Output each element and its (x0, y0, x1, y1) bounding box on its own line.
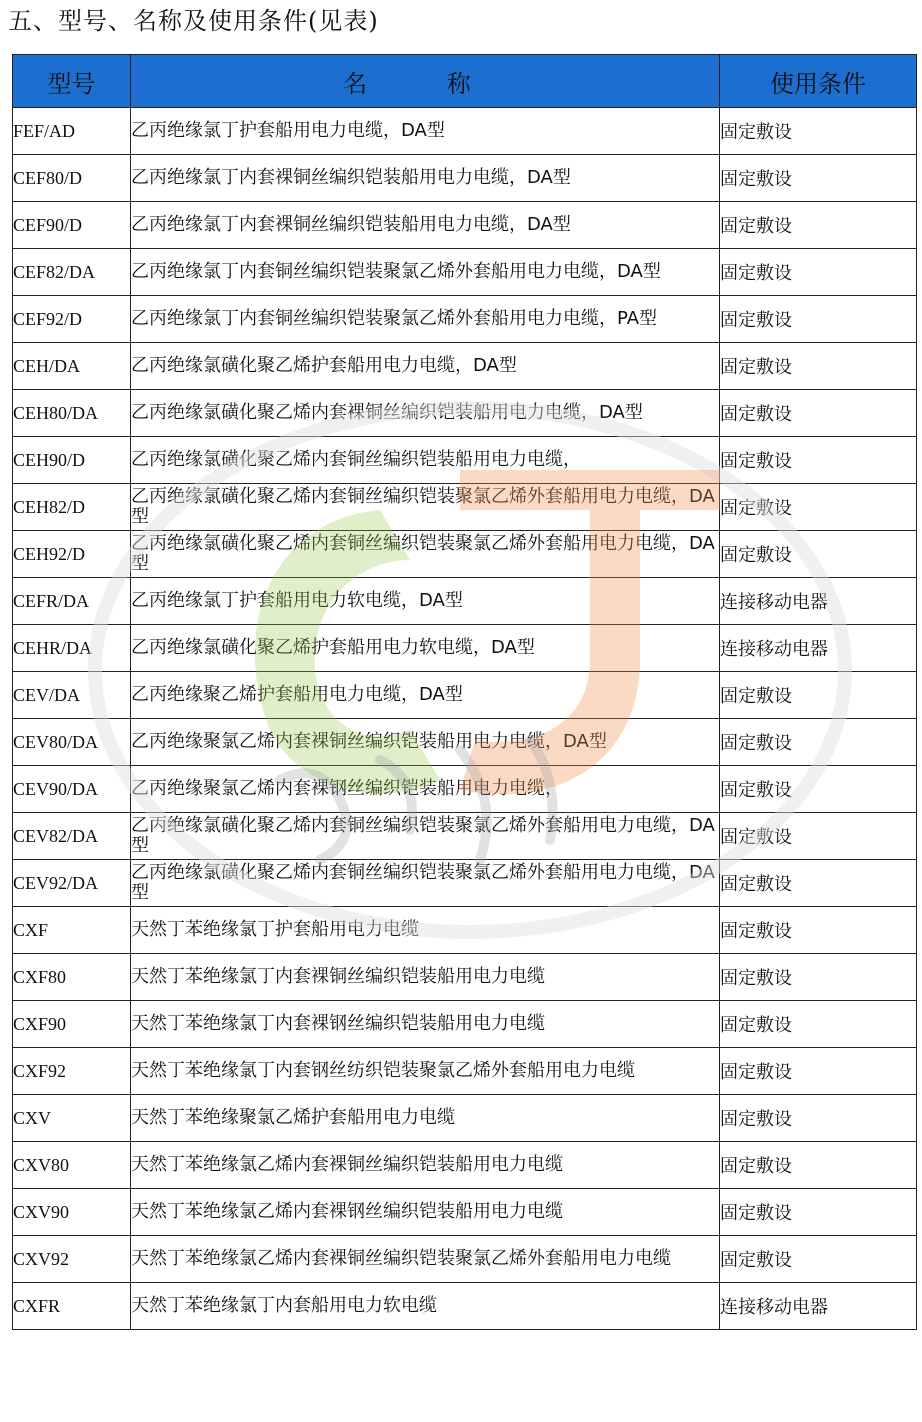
header-model: 型号 (13, 55, 131, 108)
name-cell: 天然丁苯绝缘氯乙烯内套裸钢丝编织铠装船用电力电缆 (131, 1189, 720, 1236)
table-row (13, 907, 917, 954)
header-condition: 使用条件 (720, 55, 917, 108)
condition-cell: 固定敷设 (720, 390, 917, 437)
table-row (13, 625, 917, 672)
condition-cell: 固定敷设 (720, 437, 917, 484)
condition-cell: 固定敷设 (720, 766, 917, 813)
table-row (13, 954, 917, 1001)
name-cell: 乙丙绝缘氯磺化聚乙烯内套铜丝编织铠装聚氯乙烯外套船用电力电缆，DA型 (131, 531, 720, 578)
table-row (13, 249, 917, 296)
table-row (13, 719, 917, 766)
condition-cell: 固定敷设 (720, 1001, 917, 1048)
name-cell: 乙丙绝缘氯丁护套船用电力软电缆，DA型 (131, 578, 720, 625)
name-cell: 乙丙绝缘氯丁内套裸铜丝编织铠装船用电力电缆，DA型 (131, 202, 720, 249)
model-cell: CEF82/DA (13, 249, 131, 296)
condition-cell: 固定敷设 (720, 296, 917, 343)
model-cell: CEF80/D (13, 155, 131, 202)
name-cell: 乙丙绝缘氯丁护套船用电力电缆，DA型 (131, 108, 720, 155)
model-cell: CEHR/DA (13, 625, 131, 672)
condition-cell: 固定敷设 (720, 1095, 917, 1142)
model-cell: CEH90/D (13, 437, 131, 484)
table-row (13, 766, 917, 813)
condition-cell: 固定敷设 (720, 1189, 917, 1236)
model-cell: CEV80/DA (13, 719, 131, 766)
model-cell: CEV/DA (13, 672, 131, 719)
header-name: 名 称 (131, 55, 720, 108)
table-row (13, 1142, 917, 1189)
model-cell: CEF92/D (13, 296, 131, 343)
name-cell: 乙丙绝缘氯丁内套铜丝编织铠装聚氯乙烯外套船用电力电缆，DA型 (131, 249, 720, 296)
model-cell: CEH82/D (13, 484, 131, 531)
name-cell: 乙丙绝缘氯磺化聚乙烯内套铜丝编织铠装船用电力电缆， (131, 437, 720, 484)
table-row (13, 1189, 917, 1236)
name-cell: 乙丙绝缘氯丁内套铜丝编织铠装聚氯乙烯外套船用电力电缆，PA型 (131, 296, 720, 343)
condition-cell: 连接移动电器 (720, 1283, 917, 1330)
name-cell: 天然丁苯绝缘氯乙烯内套裸铜丝编织铠装船用电力电缆 (131, 1142, 720, 1189)
table-row (13, 343, 917, 390)
condition-cell: 固定敷设 (720, 1142, 917, 1189)
name-cell: 天然丁苯绝缘氯丁内套裸钢丝编织铠装船用电力电缆 (131, 1001, 720, 1048)
table-row (13, 1236, 917, 1283)
table-row (13, 155, 917, 202)
table-row (13, 108, 917, 155)
name-cell: 乙丙绝缘氯丁内套裸铜丝编织铠装船用电力电缆，DA型 (131, 155, 720, 202)
table-row (13, 484, 917, 531)
condition-cell: 固定敷设 (720, 249, 917, 296)
model-cell: CXV80 (13, 1142, 131, 1189)
name-cell: 乙丙绝缘氯磺化聚乙烯内套铜丝编织铠装聚氯乙烯外套船用电力电缆，DA型 (131, 813, 720, 860)
model-cell: CEV90/DA (13, 766, 131, 813)
table-header-row (13, 55, 917, 108)
model-cell: CXF80 (13, 954, 131, 1001)
model-cell: CEFR/DA (13, 578, 131, 625)
table-row (13, 390, 917, 437)
name-cell: 乙丙绝缘聚氯乙烯内套裸铜丝编织铠装船用电力电缆，DA型 (131, 719, 720, 766)
name-cell: 乙丙绝缘氯磺化聚乙烯护套船用电力软电缆，DA型 (131, 625, 720, 672)
table-row (13, 531, 917, 578)
name-cell: 乙丙绝缘聚乙烯护套船用电力电缆，DA型 (131, 672, 720, 719)
condition-cell: 固定敷设 (720, 155, 917, 202)
condition-cell: 固定敷设 (720, 108, 917, 155)
table-row (13, 578, 917, 625)
model-cell: CEV82/DA (13, 813, 131, 860)
condition-cell: 固定敷设 (720, 860, 917, 907)
name-cell: 乙丙绝缘氯磺化聚乙烯内套裸铜丝编织铠装船用电力电缆，DA型 (131, 390, 720, 437)
page-title: 五、型号、名称及使用条件(见表) (8, 7, 379, 35)
table-row (13, 1283, 917, 1330)
condition-cell: 固定敷设 (720, 907, 917, 954)
model-cell: CEH/DA (13, 343, 131, 390)
name-cell: 乙丙绝缘氯磺化聚乙烯内套铜丝编织铠装聚氯乙烯外套船用电力电缆，DA型 (131, 860, 720, 907)
condition-cell: 固定敷设 (720, 531, 917, 578)
name-cell: 天然丁苯绝缘聚氯乙烯护套船用电力电缆 (131, 1095, 720, 1142)
condition-cell: 固定敷设 (720, 343, 917, 390)
name-cell: 天然丁苯绝缘氯丁内套船用电力软电缆 (131, 1283, 720, 1330)
condition-cell: 固定敷设 (720, 719, 917, 766)
condition-cell: 固定敷设 (720, 672, 917, 719)
model-cell: CXV92 (13, 1236, 131, 1283)
name-cell: 天然丁苯绝缘氯丁护套船用电力电缆 (131, 907, 720, 954)
table-row (13, 1048, 917, 1095)
condition-cell: 固定敷设 (720, 813, 917, 860)
model-cell: CXF90 (13, 1001, 131, 1048)
condition-cell: 固定敷设 (720, 1236, 917, 1283)
model-cell: CXV90 (13, 1189, 131, 1236)
model-cell: CEH92/D (13, 531, 131, 578)
name-cell: 乙丙绝缘氯磺化聚乙烯护套船用电力电缆，DA型 (131, 343, 720, 390)
table-body (13, 108, 917, 1330)
name-cell: 天然丁苯绝缘氯丁内套钢丝纺织铠装聚氯乙烯外套船用电力电缆 (131, 1048, 720, 1095)
table-row (13, 296, 917, 343)
condition-cell: 固定敷设 (720, 202, 917, 249)
table-row (13, 1001, 917, 1048)
name-cell: 天然丁苯绝缘氯丁内套裸铜丝编织铠装船用电力电缆 (131, 954, 720, 1001)
model-cell: CXF (13, 907, 131, 954)
condition-cell: 连接移动电器 (720, 578, 917, 625)
model-cell: CXF92 (13, 1048, 131, 1095)
model-cell: CXFR (13, 1283, 131, 1330)
table-row (13, 1095, 917, 1142)
table-row (13, 437, 917, 484)
model-cell: CEV92/DA (13, 860, 131, 907)
model-cell: FEF/AD (13, 108, 131, 155)
spec-table (12, 54, 917, 1330)
condition-cell: 固定敷设 (720, 1048, 917, 1095)
condition-cell: 固定敷设 (720, 954, 917, 1001)
model-cell: CXV (13, 1095, 131, 1142)
table-row (13, 202, 917, 249)
name-cell: 天然丁苯绝缘氯乙烯内套裸铜丝编织铠装聚氯乙烯外套船用电力电缆 (131, 1236, 720, 1283)
condition-cell: 固定敷设 (720, 484, 917, 531)
table-row (13, 860, 917, 907)
table-row (13, 672, 917, 719)
name-cell: 乙丙绝缘聚氯乙烯内套裸钢丝编织铠装船用电力电缆， (131, 766, 720, 813)
model-cell: CEF90/D (13, 202, 131, 249)
table-row (13, 813, 917, 860)
condition-cell: 连接移动电器 (720, 625, 917, 672)
model-cell: CEH80/DA (13, 390, 131, 437)
name-cell: 乙丙绝缘氯磺化聚乙烯内套铜丝编织铠装聚氯乙烯外套船用电力电缆，DA型 (131, 484, 720, 531)
